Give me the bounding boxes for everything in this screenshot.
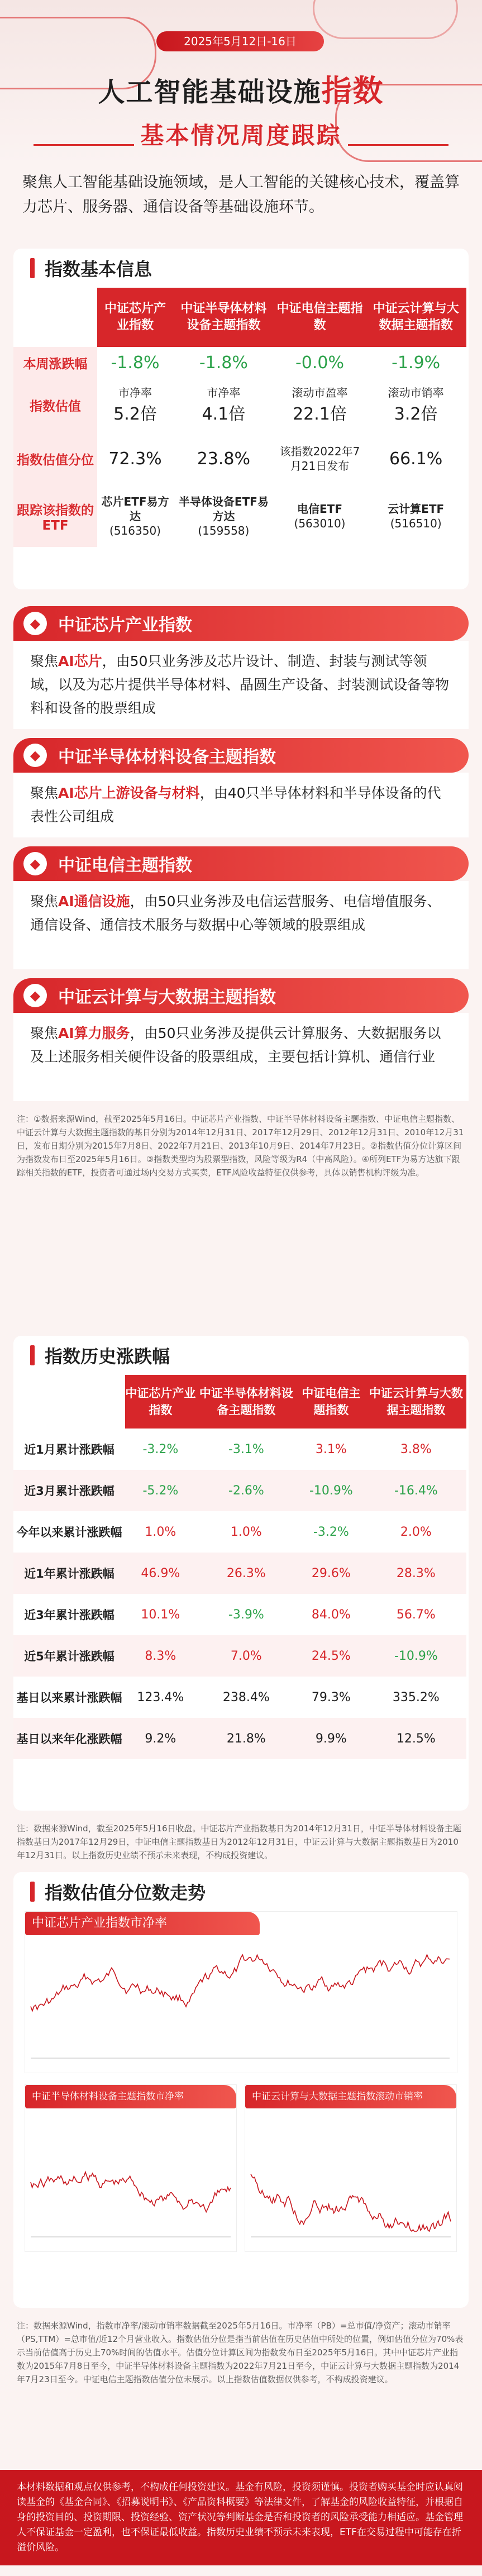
cloud-ps-chart xyxy=(245,2084,457,2252)
change-value: -10.9% xyxy=(394,1649,438,1663)
row-label: 近1年累计涨跌幅 xyxy=(24,1567,114,1580)
column-header: 中证芯片产业指数 xyxy=(97,288,173,347)
change-value: 46.9% xyxy=(141,1566,180,1580)
chip-icon: ◆ xyxy=(23,612,47,635)
valuation-card xyxy=(13,1872,469,2308)
section-title: 指数历史涨跌幅 xyxy=(45,1346,170,1367)
change-value: 84.0% xyxy=(311,1607,351,1622)
change-value: 1.0% xyxy=(230,1525,262,1539)
basic-info-card xyxy=(13,249,469,589)
row-label: 指数估值分位 xyxy=(13,432,97,485)
change-value: -10.9% xyxy=(309,1483,353,1498)
column-header: 中证电信主题指数 xyxy=(297,1375,366,1429)
etf-link[interactable]: 电信ETF (563010) xyxy=(294,502,346,530)
section-body: 聚焦AI芯片，由50只业务涉及芯片设计、制造、封装与测试等领域，以及为芯片提供半导体材料、晶圆生产设备、封装测试设备等物料和设备的股票组成 xyxy=(13,641,469,729)
change-value: 9.2% xyxy=(145,1731,176,1746)
change-value: 26.3% xyxy=(226,1566,266,1580)
section-title: 指数估值分位数走势 xyxy=(45,1882,206,1903)
change-value: 123.4% xyxy=(137,1690,184,1704)
change-value: -5.2% xyxy=(142,1483,179,1498)
trend-line xyxy=(31,1955,450,2011)
history-table xyxy=(13,1375,466,1759)
change-value: 10.1% xyxy=(141,1607,180,1622)
cloud-icon: ◆ xyxy=(23,984,47,1007)
change-value: 12.5% xyxy=(396,1731,436,1746)
section-header xyxy=(13,1336,469,1375)
section-title-bar: ◆ 中证电信主题指数 xyxy=(13,846,469,881)
chip-icon: ◆ xyxy=(23,744,47,767)
etf-link[interactable]: 云计算ETF (516510) xyxy=(388,502,445,530)
change-value: -3.9% xyxy=(228,1607,264,1622)
section-cloud xyxy=(13,978,469,1101)
table-row xyxy=(13,1594,466,1635)
footnote: 注：数据来源Wind，截至2025年5月16日收盘。中证芯片产业指数基日为2014年12月31日，中证半导体材料设备主题指数基日为2017年12月29日，中证电信主题指数基日为2012年12月31日，中证云计算与大数据主题指数基日为2010年12月31日。以上指数历史业绩不预示未来表现，不构成投资建议。 xyxy=(17,1823,461,1860)
column-header: 中证电信主题指数 xyxy=(274,288,366,347)
row-label: 近3年累计涨跌幅 xyxy=(24,1608,114,1622)
change-value: -3.2% xyxy=(313,1525,349,1539)
weekly-change: -0.0% xyxy=(295,353,345,373)
row-label: 基日以来累计涨跌幅 xyxy=(16,1691,122,1704)
etf-link[interactable]: 芯片ETF易方达 (516350) xyxy=(101,495,169,537)
footnote: 注：数据来源Wind，指数市净率/滚动市销率数据截至2025年5月16日。市净率（PB）=总市值/净资产；滚动市销率（PS,TTM）=总市值/近12个月营业收入。指数估值分位是指当前估值在历史估值中所处的位置，例如估值分位为70%表示当前估值高于历史上70%时间的估值水平。估值分位计算区间为指数发布日至2025年5月16日。其中中证芯片产业指数为2015年7月8日至今，中证半导体材料设备主题指数为2022年7月21日至今，中证云计算与大数据主题指数为2014年7月23日至今。中证电信主题指数估值分位未展示。以上指数估值数据仅供参考，不构成投资建议。 xyxy=(17,2321,464,2384)
change-value: 79.3% xyxy=(311,1690,351,1704)
change-value: 8.3% xyxy=(145,1649,176,1663)
title-emphasis: 指数 xyxy=(321,73,384,108)
row-label: 近1月累计涨跌幅 xyxy=(24,1443,114,1456)
valuation-cell: 市净率 4.1倍 xyxy=(202,386,246,424)
change-value: 21.8% xyxy=(226,1731,266,1746)
percentile-value: 72.3% xyxy=(108,449,162,469)
table-row xyxy=(13,1511,466,1553)
column-header: 中证半导体材料设备主题指数 xyxy=(173,288,274,347)
etf-link[interactable]: 半导体设备ETF易方达 (159558) xyxy=(178,495,269,537)
change-value: 2.0% xyxy=(400,1525,432,1539)
percentile-note: 该指数2022年7月21日发布 xyxy=(279,445,360,473)
table-row xyxy=(13,1718,466,1759)
change-value: -16.4% xyxy=(394,1483,438,1498)
change-value: 238.4% xyxy=(222,1690,270,1704)
chart-caption: 中证云计算与大数据主题指数滚动市销率 xyxy=(245,2085,456,2108)
section-body: 聚焦AI芯片上游设备与材料，由40只半导体材料和半导体设备的代表性公司组成 xyxy=(13,773,469,837)
disclaimer: 本材料数据和观点仅供参考，不构成任何投资建议。基金有风险，投资须谨慎。投资者购买基金时应认真阅读基金的《基金合同》、《招募说明书》、《产品资料概要》等法律文件，了解基金的风险收益特征，并根据自身的投资目的、投资期限、投资经验、资产状况等判断基金是否和投资者的风险承受能力相适应。基金管理人不保证基金一定盈利，也不保证最低收益。指数历史业绩不预示未来表现，ETF在交易过程中可能存在折溢价风险。 xyxy=(0,2470,482,2565)
section-body: 聚焦AI通信设施，由50只业务涉及电信运营服务、电信增值服务、通信设备、通信技术服务与数据中心等领域的股票组成 xyxy=(13,881,469,969)
column-header: 中证云计算与大数据主题指数 xyxy=(365,288,466,347)
intro-text: 聚焦人工智能基础设施领域，是人工智能的关键核心技术，覆盖算力芯片、服务器、通信设备等基础设施环节。 xyxy=(22,174,460,216)
history-card xyxy=(13,1336,469,1811)
semi-pb-chart xyxy=(25,2084,237,2252)
valuation-cell: 市净率 5.2倍 xyxy=(113,386,157,424)
cloud-ps-line xyxy=(245,2108,456,2248)
trend-line xyxy=(251,2174,451,2231)
change-value: -2.6% xyxy=(228,1483,264,1498)
section-semiconductor xyxy=(13,738,469,837)
section-title-bar: ◆ 中证云计算与大数据主题指数 xyxy=(13,978,469,1013)
section-header xyxy=(13,1872,469,1911)
table-row xyxy=(13,1470,466,1511)
section-chip xyxy=(13,606,469,729)
chart-caption: 中证芯片产业指数市净率 xyxy=(25,1912,260,1935)
row-label: 跟踪该指数的ETF xyxy=(13,485,97,547)
section-telecom xyxy=(13,846,469,969)
section-title: 指数基本信息 xyxy=(45,259,152,280)
weekly-change: -1.8% xyxy=(111,353,160,373)
change-value: 3.8% xyxy=(400,1442,432,1456)
section-title-bar: ◆ 中证半导体材料设备主题指数 xyxy=(13,738,469,773)
weekly-change: -1.9% xyxy=(392,353,441,373)
basic-info-table xyxy=(13,288,466,547)
row-label: 近5年累计涨跌幅 xyxy=(24,1650,114,1663)
change-value: 1.0% xyxy=(145,1525,176,1539)
change-value: 335.2% xyxy=(392,1690,440,1704)
column-header: 中证芯片产业指数 xyxy=(125,1375,196,1429)
page-subtitle: 基本情况周度跟踪 xyxy=(140,122,342,149)
chip-pb-line xyxy=(25,1935,455,2069)
change-value: 3.1% xyxy=(315,1442,347,1456)
valuation-cell: 滚动市销率 3.2倍 xyxy=(388,386,444,424)
table-row xyxy=(13,1677,466,1718)
column-header: 中证半导体材料设备主题指数 xyxy=(196,1375,297,1429)
section-header xyxy=(13,249,469,288)
change-value: 24.5% xyxy=(311,1649,351,1663)
valuation-cell: 滚动市盈率 22.1倍 xyxy=(292,386,348,424)
row-label: 近3月累计涨跌幅 xyxy=(24,1484,114,1498)
percentile-value: 66.1% xyxy=(389,449,443,469)
semi-pb-line xyxy=(25,2108,236,2248)
title-text: 人工智能基础设施 xyxy=(98,77,322,108)
row-label: 本周涨跌幅 xyxy=(13,347,97,378)
chip-pb-chart xyxy=(25,1911,457,2073)
page-title xyxy=(0,67,482,110)
row-label: 指数估值 xyxy=(13,378,97,432)
column-header: 中证云计算与大数据主题指数 xyxy=(366,1375,466,1429)
chart-caption: 中证半导体材料设备主题指数市净率 xyxy=(25,2085,236,2108)
table-row xyxy=(13,1635,466,1677)
row-label: 基日以来年化涨跌幅 xyxy=(16,1732,122,1746)
hero-banner xyxy=(0,0,482,165)
row-label: 今年以来累计涨跌幅 xyxy=(16,1526,122,1539)
change-value: 56.7% xyxy=(396,1607,436,1622)
date-range-badge: 2025年5月12日-16日 xyxy=(156,31,324,51)
percentile-value: 23.8% xyxy=(197,449,250,469)
table-row xyxy=(13,1553,466,1594)
footnote: 注：①数据来源Wind，截至2025年5月16日。中证芯片产业指数、中证半导体材料设备主题指数、中证电信主题指数、中证云计算与大数据主题指数的基日分别为2014年12月31日、2017年12月29日、2012年12月31日、2010年12月31日，发布日期分别为2015年7月8日、2022年7月21日、2013年10月9日、2014年7月23日。②指数估值分位计算区间为指数发布日至2025年5月16日。③指数类型均为股票型指数，风险等级为R4（中高风险）。④所列ETF为易方达旗下跟踪相关指数的ETF，投资者可通过场内交易方式买卖，ETF风险收益特征仅供参考，具体以销售机构评级为准。 xyxy=(17,1114,464,1178)
table-row xyxy=(13,1429,466,1470)
section-body: 聚焦AI算力服务，由50只业务涉及提供云计算服务、大数据服务以及上述服务相关硬件设备的股票组成，主要包括计算机、通信行业 xyxy=(13,1013,469,1101)
section-title-bar: ◆ 中证芯片产业指数 xyxy=(13,606,469,641)
trend-line xyxy=(31,2172,231,2212)
change-value: -3.1% xyxy=(228,1442,264,1456)
change-value: 7.0% xyxy=(230,1649,262,1663)
change-value: 29.6% xyxy=(311,1566,351,1580)
change-value: 28.3% xyxy=(396,1566,436,1580)
signal-icon: ◆ xyxy=(23,852,47,875)
weekly-change: -1.8% xyxy=(199,353,248,373)
change-value: 9.9% xyxy=(315,1731,347,1746)
change-value: -3.2% xyxy=(142,1442,179,1456)
